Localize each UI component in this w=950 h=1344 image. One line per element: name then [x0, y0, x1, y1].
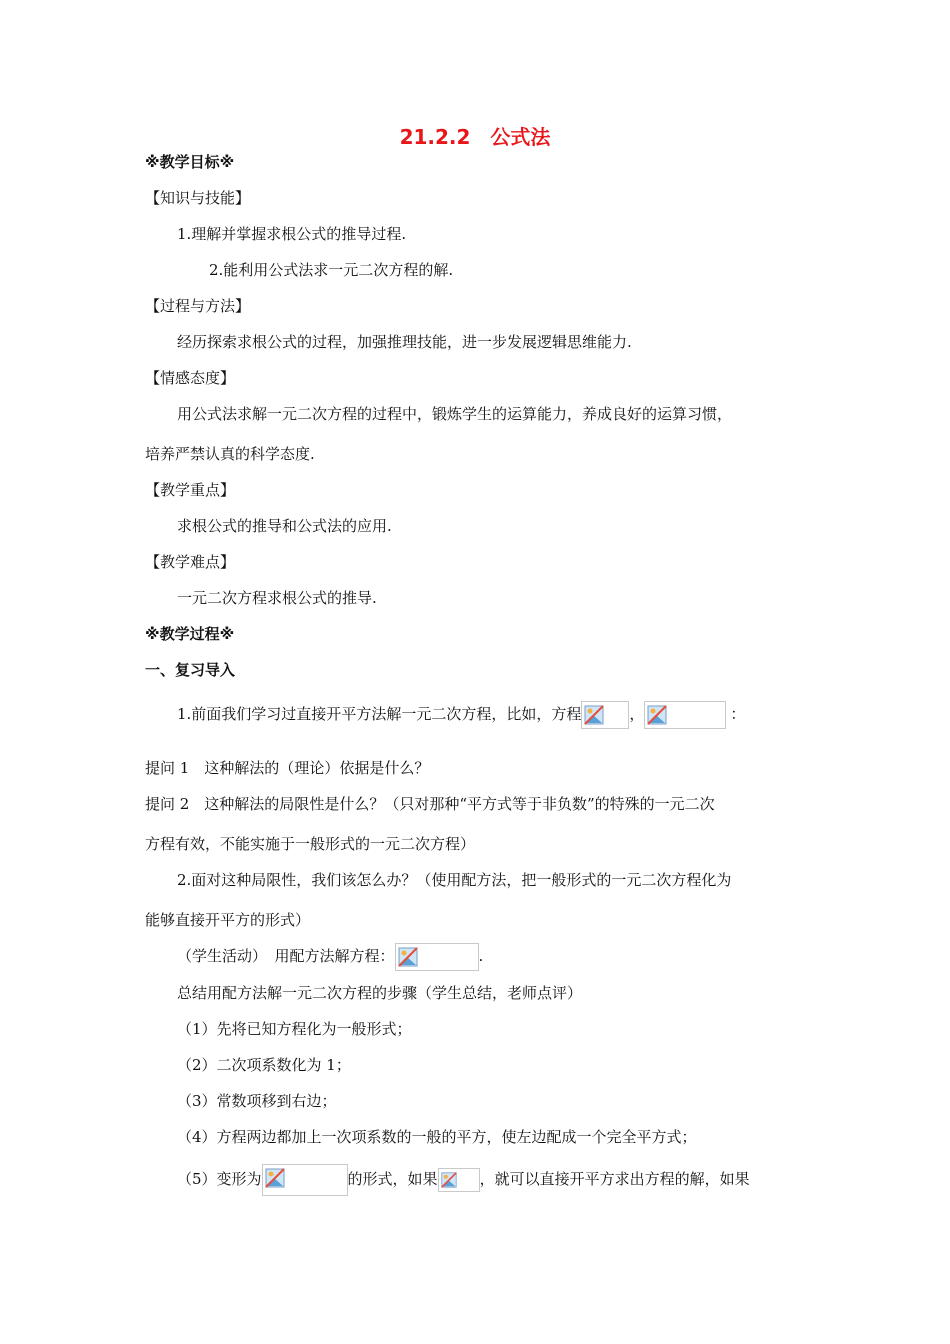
paragraph-2-line-1: 2.面对这种局限性，我们该怎么办？（使用配方法，把一般形式的一元二次方程化为: [177, 871, 732, 889]
paragraph-1-text: 1.前面我们学习过直接开平方法解一元二次方程，比如，方程: [177, 705, 582, 723]
key-point-heading: 【教学重点】: [145, 481, 236, 499]
difficulty-text: 一元二次方程求根公式的推导.: [177, 589, 377, 607]
broken-image-icon: [398, 947, 418, 967]
step-5: [177, 1164, 750, 1196]
knowledge-skills-heading: 【知识与技能】: [145, 189, 251, 207]
step-5-text-a: （5）变形为: [177, 1170, 262, 1188]
difficulty-heading: 【教学难点】: [145, 553, 236, 571]
equation-image-3: [395, 943, 479, 971]
summary-text: 总结用配方法解一元二次方程的步骤（学生总结，老师点评）: [177, 984, 583, 1002]
process-method-text: 经历探索求根公式的过程，加强推理技能，进一步发展逻辑思维能力.: [177, 333, 632, 351]
question-1: 提问 1 这种解法的（理论）依据是什么？: [145, 759, 430, 777]
emotion-attitude-text-2: 培养严禁认真的科学态度.: [145, 445, 315, 463]
paragraph-2-line-2: 能够直接开平方的形式）: [145, 911, 311, 929]
equation-image-4: [262, 1164, 348, 1196]
student-activity: [177, 942, 483, 971]
knowledge-item-1: 1.理解并掌握求根公式的推导过程.: [177, 225, 407, 243]
student-activity-end: .: [478, 947, 484, 965]
page-title: 21.2.2 公式法: [399, 125, 551, 149]
equation-image-2: [644, 701, 726, 729]
question-2-line-2: 方程有效，不能实施于一般形式的一元二次方程）: [145, 835, 476, 853]
question-2-line-1: 提问 2 这种解法的局限性是什么？（只对那种“平方式等于非负数”的特殊的一元二次: [145, 795, 715, 813]
emotion-attitude-text-1: 用公式法求解一元二次方程的过程中，锻炼学生的运算能力，养成良好的运算习惯，: [177, 405, 733, 423]
paragraph-1-comma: ，: [629, 705, 645, 723]
emotion-attitude-heading: 【情感态度】: [145, 369, 236, 387]
step-2: （2）二次项系数化为 1；: [177, 1056, 351, 1074]
step-5-text-b: 的形式，如果: [347, 1170, 438, 1188]
key-point-text: 求根公式的推导和公式法的应用.: [177, 517, 392, 535]
broken-image-icon: [584, 705, 604, 725]
review-intro-heading: 一、复习导入: [145, 661, 236, 679]
step-1: （1）先将已知方程化为一般形式；: [177, 1020, 412, 1038]
paragraph-1: [177, 700, 745, 729]
step-4: （4）方程两边都加上一次项系数的一般的平方，使左边配成一个完全平方式；: [177, 1128, 697, 1146]
broken-image-icon: [265, 1168, 285, 1188]
equation-image-5: [438, 1168, 480, 1192]
knowledge-item-2: 2.能利用公式法求一元二次方程的解.: [209, 261, 454, 279]
broken-image-icon: [647, 705, 667, 725]
paragraph-1-end: ：: [730, 705, 746, 723]
equation-image-1: [581, 701, 629, 729]
student-activity-text: （学生活动） 用配方法解方程：: [177, 947, 395, 965]
broken-image-icon: [441, 1172, 457, 1188]
process-method-heading: 【过程与方法】: [145, 297, 251, 315]
step-5-text-c: ，就可以直接开平方求出方程的解，如果: [479, 1170, 750, 1188]
teaching-goals-heading: ※教学目标※: [145, 153, 235, 171]
teaching-process-heading: ※教学过程※: [145, 625, 235, 643]
step-3: （3）常数项移到右边；: [177, 1092, 337, 1110]
